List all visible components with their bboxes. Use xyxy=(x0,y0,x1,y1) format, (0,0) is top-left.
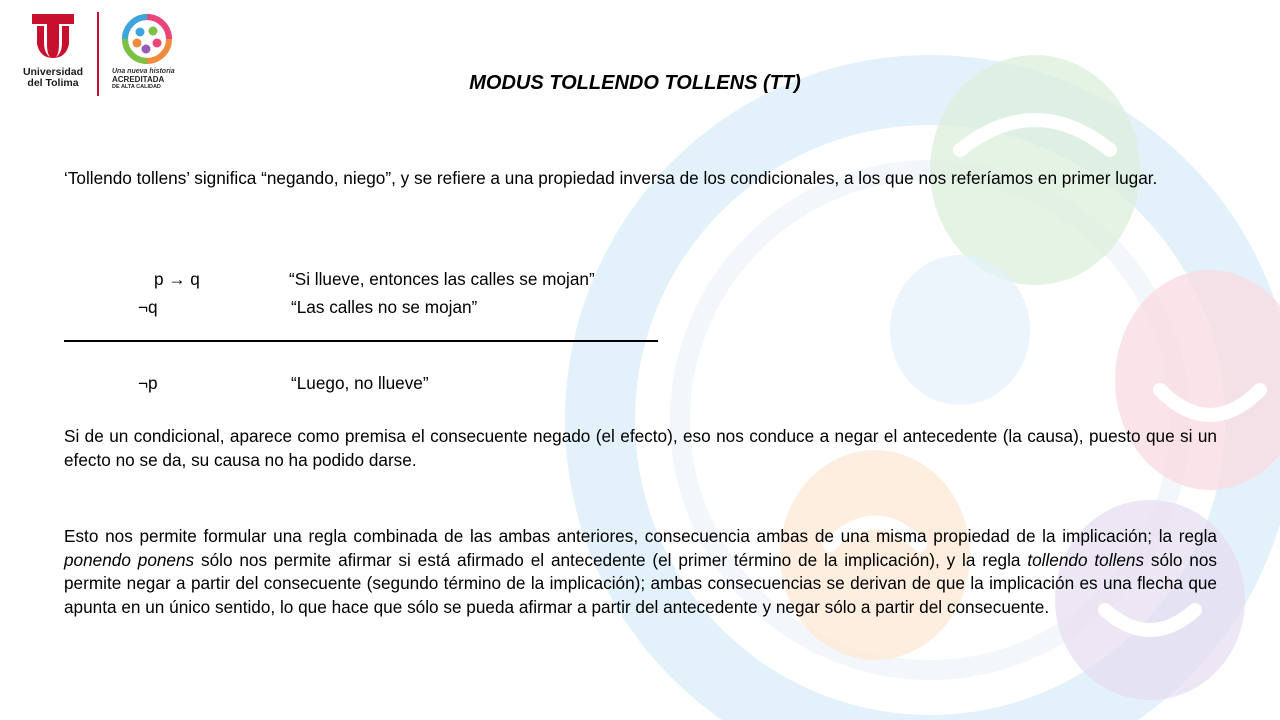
rule-ponendo-ponens: ponendo ponens xyxy=(64,549,195,570)
accreditation-label: ACREDITADA xyxy=(112,75,165,84)
intro-paragraph: ‘Tollendo tollens’ significa “negando, niego”, y se refiere a una propiedad inversa de los condicionales, a los que nos referíamos en primer lugar. xyxy=(64,168,1158,188)
premise1-text: “Si llueve, entonces las calles se mojan” xyxy=(289,269,595,289)
rule-text-part3: sólo nos permite negar a partir del consecuente (segundo término de la implicación); ambas consecuencias se derivan de que la implicación es una flecha que apunta en un único sentido, lo que hace que sólo se pueda afirmar a partir del antecedente y negar sólo a partir del consecuente. xyxy=(64,549,1218,617)
premise2-text: “Las calles no se mojan” xyxy=(291,297,478,317)
conclusion-symbol: ¬p xyxy=(138,373,158,393)
slide-title: MODUS TOLLENDO TOLLENS (TT) xyxy=(469,72,801,94)
watermark-face-blue xyxy=(890,255,1030,405)
premise1-symbol: p → q xyxy=(154,269,200,289)
ut-logo-icon xyxy=(30,12,76,60)
premise2-symbol: ¬q xyxy=(138,297,158,317)
conclusion-rule-line xyxy=(64,340,658,342)
university-name-line1: Universidad xyxy=(22,66,84,78)
accreditation-tagline: Una nueva historia xyxy=(112,68,175,75)
rule-tollendo-tollens: tollendo tollens xyxy=(1027,549,1145,570)
accreditation-sublabel: DE ALTA CALIDAD xyxy=(112,84,161,90)
conclusion-text: “Luego, no llueve” xyxy=(291,373,429,393)
university-name-line2: del Tolima xyxy=(27,77,79,89)
rule-paragraph xyxy=(64,525,1217,619)
explanation-paragraph: Si de un condicional, aparece como premisa el consecuente negado (el efecto), eso nos conduce a negar el antecedente (la causa), puesto que si un efecto no se da, su causa no ha podido darse. xyxy=(64,426,1217,470)
rule-text-part2: sólo nos permite afirmar si está afirmado el antecedente (el primer término de la implicación), y la regla xyxy=(194,549,1028,570)
accreditation-circle-icon xyxy=(120,12,174,66)
rule-text-part1: Esto nos permite formular una regla combinada de las ambas anteriores, consecuencia ambas de una misma propiedad de la implicación; la regla xyxy=(64,526,1217,546)
